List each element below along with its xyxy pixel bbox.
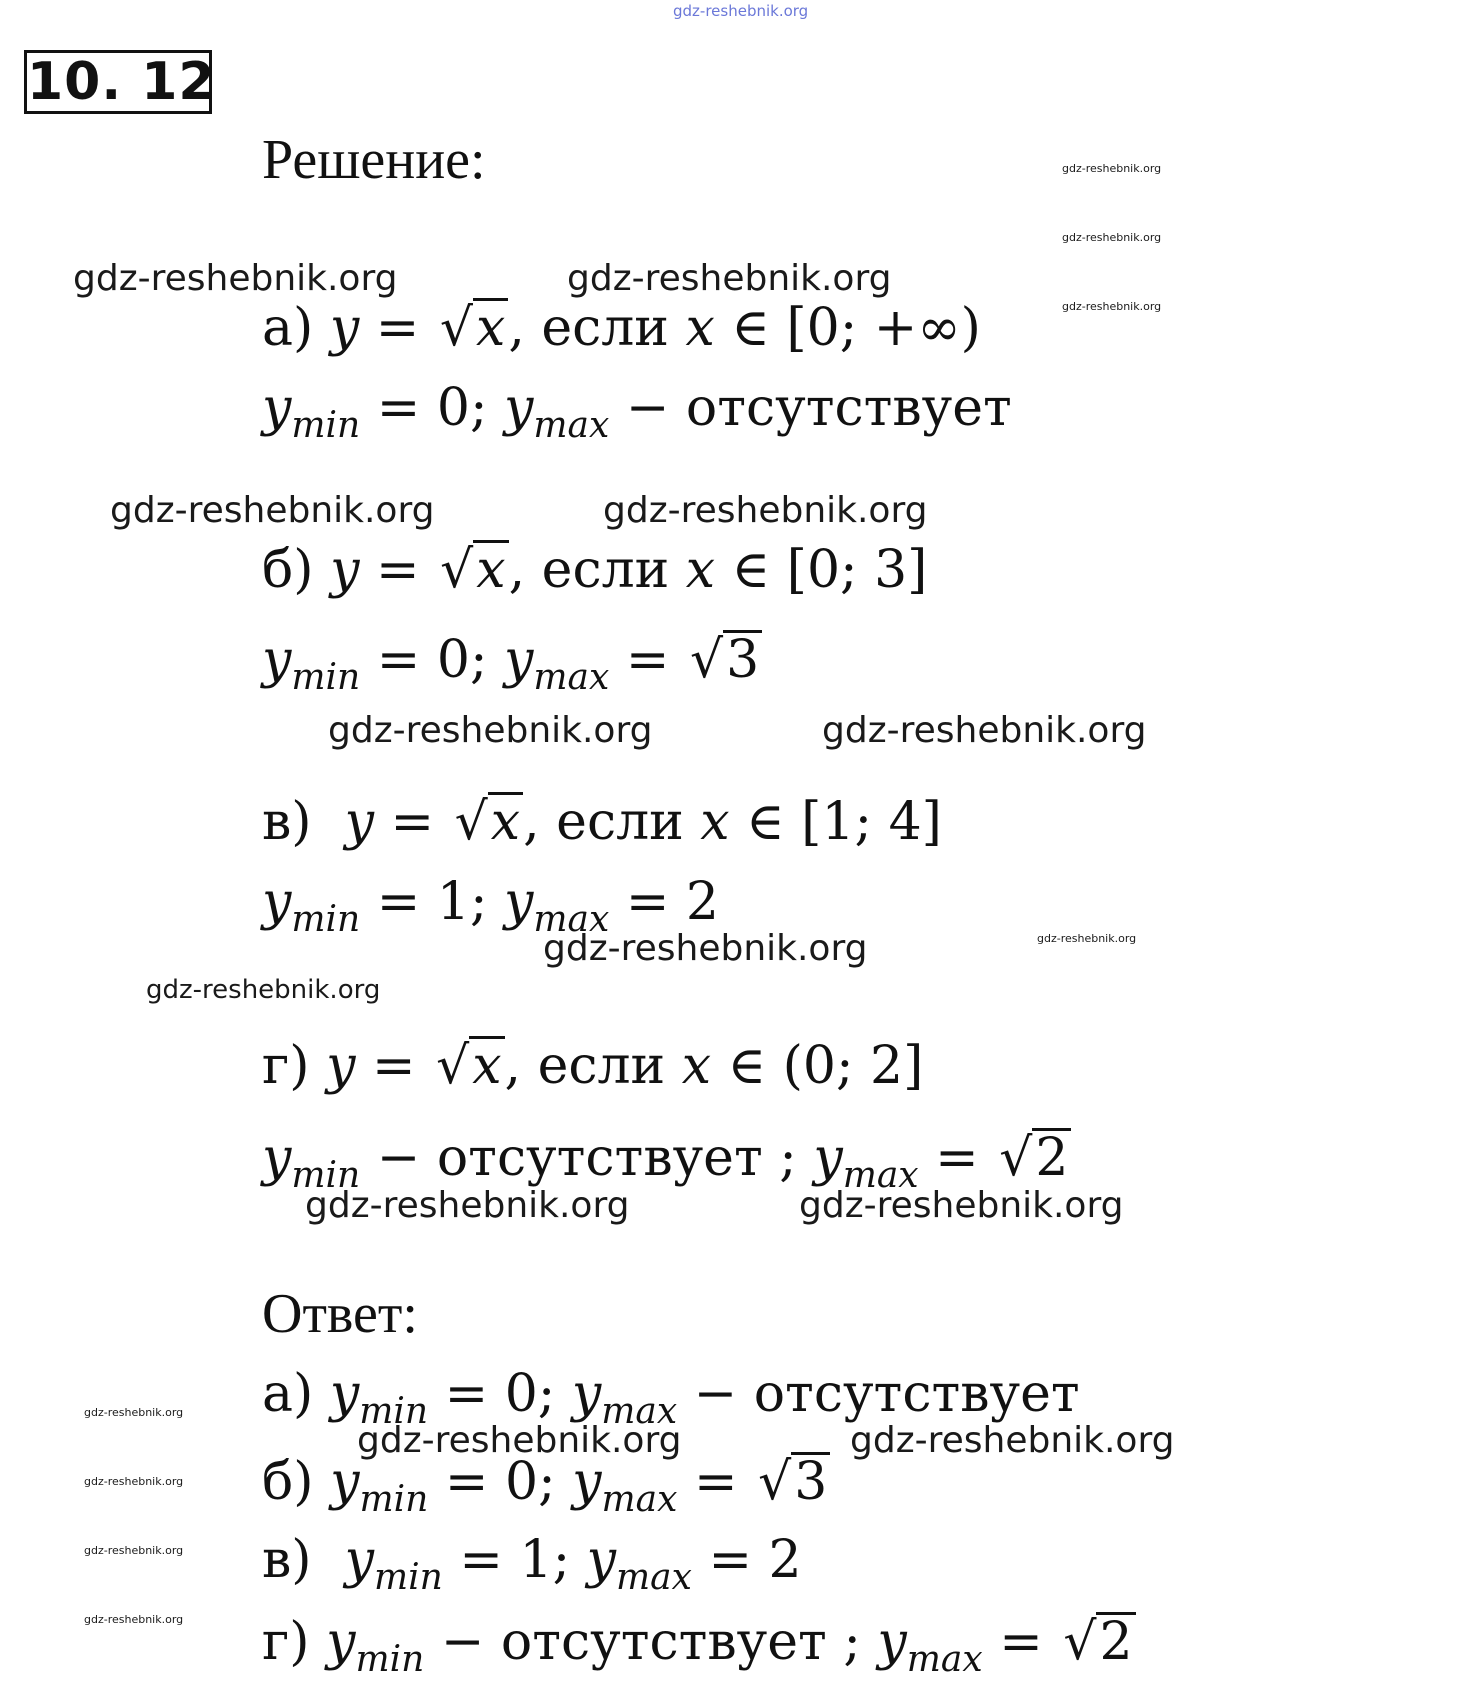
condition-text: , если xyxy=(508,298,686,358)
max-value: = xyxy=(609,630,686,690)
solution-b-line1 xyxy=(262,540,927,600)
item-label: а) xyxy=(262,298,314,358)
watermark-large: gdz-reshebnik.org xyxy=(110,490,435,531)
max-value: = 2 xyxy=(609,872,720,932)
y-min: y xyxy=(344,1530,375,1590)
watermark-small: gdz-reshebnik.org xyxy=(1062,231,1162,244)
solution-b-line2 xyxy=(262,630,762,708)
answer-heading: Ответ: xyxy=(262,1283,418,1345)
sqrt-symbol: √x xyxy=(436,298,508,358)
y-min: y xyxy=(326,1612,356,1672)
watermark-small: gdz-reshebnik.org xyxy=(84,1406,184,1419)
item-label: г) xyxy=(262,1612,310,1672)
interval: ∈ [0; +∞) xyxy=(714,298,981,358)
solution-v-line1 xyxy=(262,792,942,852)
item-label: в) xyxy=(262,792,312,852)
max-value: = 2 xyxy=(691,1530,802,1590)
max-subscript: max xyxy=(906,1639,983,1680)
min-value: − отсутствует ; xyxy=(424,1612,878,1672)
max-subscript: max xyxy=(842,1155,919,1196)
watermark-large: gdz-reshebnik.org xyxy=(799,1185,1124,1226)
solution-a-line1 xyxy=(262,298,981,358)
watermark-small: gdz-reshebnik.org xyxy=(84,1613,184,1626)
top-watermark: gdz-reshebnik.org xyxy=(673,2,809,20)
item-label: а) xyxy=(262,1364,314,1424)
y-max: y xyxy=(586,1530,617,1590)
min-subscript: min xyxy=(359,1479,429,1520)
y-max: y xyxy=(813,1128,843,1188)
sqrt-symbol: √x xyxy=(451,792,523,852)
radicand: x xyxy=(469,1036,504,1093)
radicand: x xyxy=(473,540,508,597)
watermark-large: gdz-reshebnik.org xyxy=(822,710,1147,751)
problem-number: 10. 12 xyxy=(24,50,212,114)
min-value: = 0; xyxy=(360,630,504,690)
max-subscript: max xyxy=(533,657,610,698)
solution-g-line1 xyxy=(262,1036,923,1096)
y-min: y xyxy=(262,378,292,438)
variable: x xyxy=(681,1036,712,1096)
item-label: б) xyxy=(262,1452,314,1512)
max-value: = xyxy=(677,1452,755,1512)
min-subscript: min xyxy=(291,1155,361,1196)
max-subscript: max xyxy=(601,1479,678,1520)
condition-text: , если xyxy=(523,792,701,852)
condition-text: , если xyxy=(508,540,686,600)
max-subscript: max xyxy=(616,1557,692,1598)
min-subscript: min xyxy=(291,405,361,446)
interval: ∈ [0; 3] xyxy=(715,540,928,600)
y-max: y xyxy=(571,1364,602,1424)
variable: x xyxy=(685,298,715,358)
radicand: 2 xyxy=(1032,1128,1071,1185)
min-subscript: min xyxy=(359,1391,429,1432)
watermark-small: gdz-reshebnik.org xyxy=(1062,300,1162,313)
y-max: y xyxy=(572,1452,602,1512)
watermark-small: gdz-reshebnik.org xyxy=(1062,162,1162,175)
max-value: = xyxy=(982,1612,1060,1672)
min-value: = 0; xyxy=(428,1364,572,1424)
function-lhs: y = xyxy=(330,540,437,600)
watermark-large: gdz-reshebnik.org xyxy=(305,1185,630,1226)
interval: ∈ [1; 4] xyxy=(729,792,942,852)
max-subscript: max xyxy=(601,1391,678,1432)
watermark-large: gdz-reshebnik.org xyxy=(73,258,398,299)
min-subscript: min xyxy=(374,1557,443,1598)
min-value: = 1; xyxy=(442,1530,587,1590)
watermark-large: gdz-reshebnik.org xyxy=(543,928,868,969)
function-lhs: y = xyxy=(344,792,451,852)
y-max: y xyxy=(504,630,534,690)
answer-v xyxy=(262,1530,802,1608)
watermark-small: gdz-reshebnik.org xyxy=(1037,932,1137,945)
radicand: 3 xyxy=(791,1452,830,1509)
max-value: − отсутствует xyxy=(609,378,1012,438)
watermark-small: gdz-reshebnik.org xyxy=(84,1475,184,1488)
y-max: y xyxy=(877,1612,907,1672)
min-value: = 0; xyxy=(428,1452,573,1512)
watermark-medium: gdz-reshebnik.org xyxy=(146,975,381,1005)
min-subscript: min xyxy=(355,1639,425,1680)
condition-text: , если xyxy=(504,1036,682,1096)
max-subscript: max xyxy=(533,405,610,446)
max-value: − отсутствует xyxy=(677,1364,1080,1424)
min-subscript: min xyxy=(291,899,361,940)
y-min: y xyxy=(330,1452,360,1512)
sqrt-symbol: √x xyxy=(432,1036,504,1096)
item-label: б) xyxy=(262,540,314,600)
sqrt-symbol: √2 xyxy=(1059,1612,1135,1672)
function-lhs: y = xyxy=(329,298,436,358)
watermark-large: gdz-reshebnik.org xyxy=(850,1420,1175,1461)
item-label: в) xyxy=(262,1530,312,1590)
max-subscript: max xyxy=(533,899,610,940)
min-value: = 0; xyxy=(360,378,504,438)
interval: ∈ (0; 2] xyxy=(711,1036,924,1096)
solution-a-line2 xyxy=(262,378,1012,456)
min-subscript: min xyxy=(291,657,361,698)
radicand: 2 xyxy=(1096,1612,1135,1669)
radicand: 3 xyxy=(723,630,762,687)
watermark-large: gdz-reshebnik.org xyxy=(567,258,892,299)
watermark-large: gdz-reshebnik.org xyxy=(603,490,928,531)
y-max: y xyxy=(504,378,534,438)
solution-heading: Решение: xyxy=(262,129,486,191)
max-value: = xyxy=(918,1128,996,1188)
min-value: = 1; xyxy=(360,872,504,932)
y-min: y xyxy=(262,630,292,690)
watermark-small: gdz-reshebnik.org xyxy=(84,1544,184,1557)
min-value: − отсутствует ; xyxy=(360,1128,814,1188)
variable: x xyxy=(685,540,716,600)
answer-g xyxy=(262,1612,1136,1690)
sqrt-symbol: √2 xyxy=(995,1128,1071,1188)
y-min: y xyxy=(262,1128,292,1188)
function-lhs: y = xyxy=(326,1036,433,1096)
answer-b xyxy=(262,1452,830,1530)
watermark-large: gdz-reshebnik.org xyxy=(357,1420,682,1461)
y-min: y xyxy=(262,872,292,932)
variable: x xyxy=(700,792,730,852)
item-label: г) xyxy=(262,1036,310,1096)
radicand: x xyxy=(488,792,523,849)
watermark-large: gdz-reshebnik.org xyxy=(328,710,653,751)
y-min: y xyxy=(329,1364,360,1424)
y-max: y xyxy=(504,872,534,932)
sqrt-symbol: √3 xyxy=(686,630,762,690)
sqrt-symbol: √3 xyxy=(754,1452,830,1512)
radicand: x xyxy=(473,298,508,355)
sqrt-symbol: √x xyxy=(436,540,508,600)
